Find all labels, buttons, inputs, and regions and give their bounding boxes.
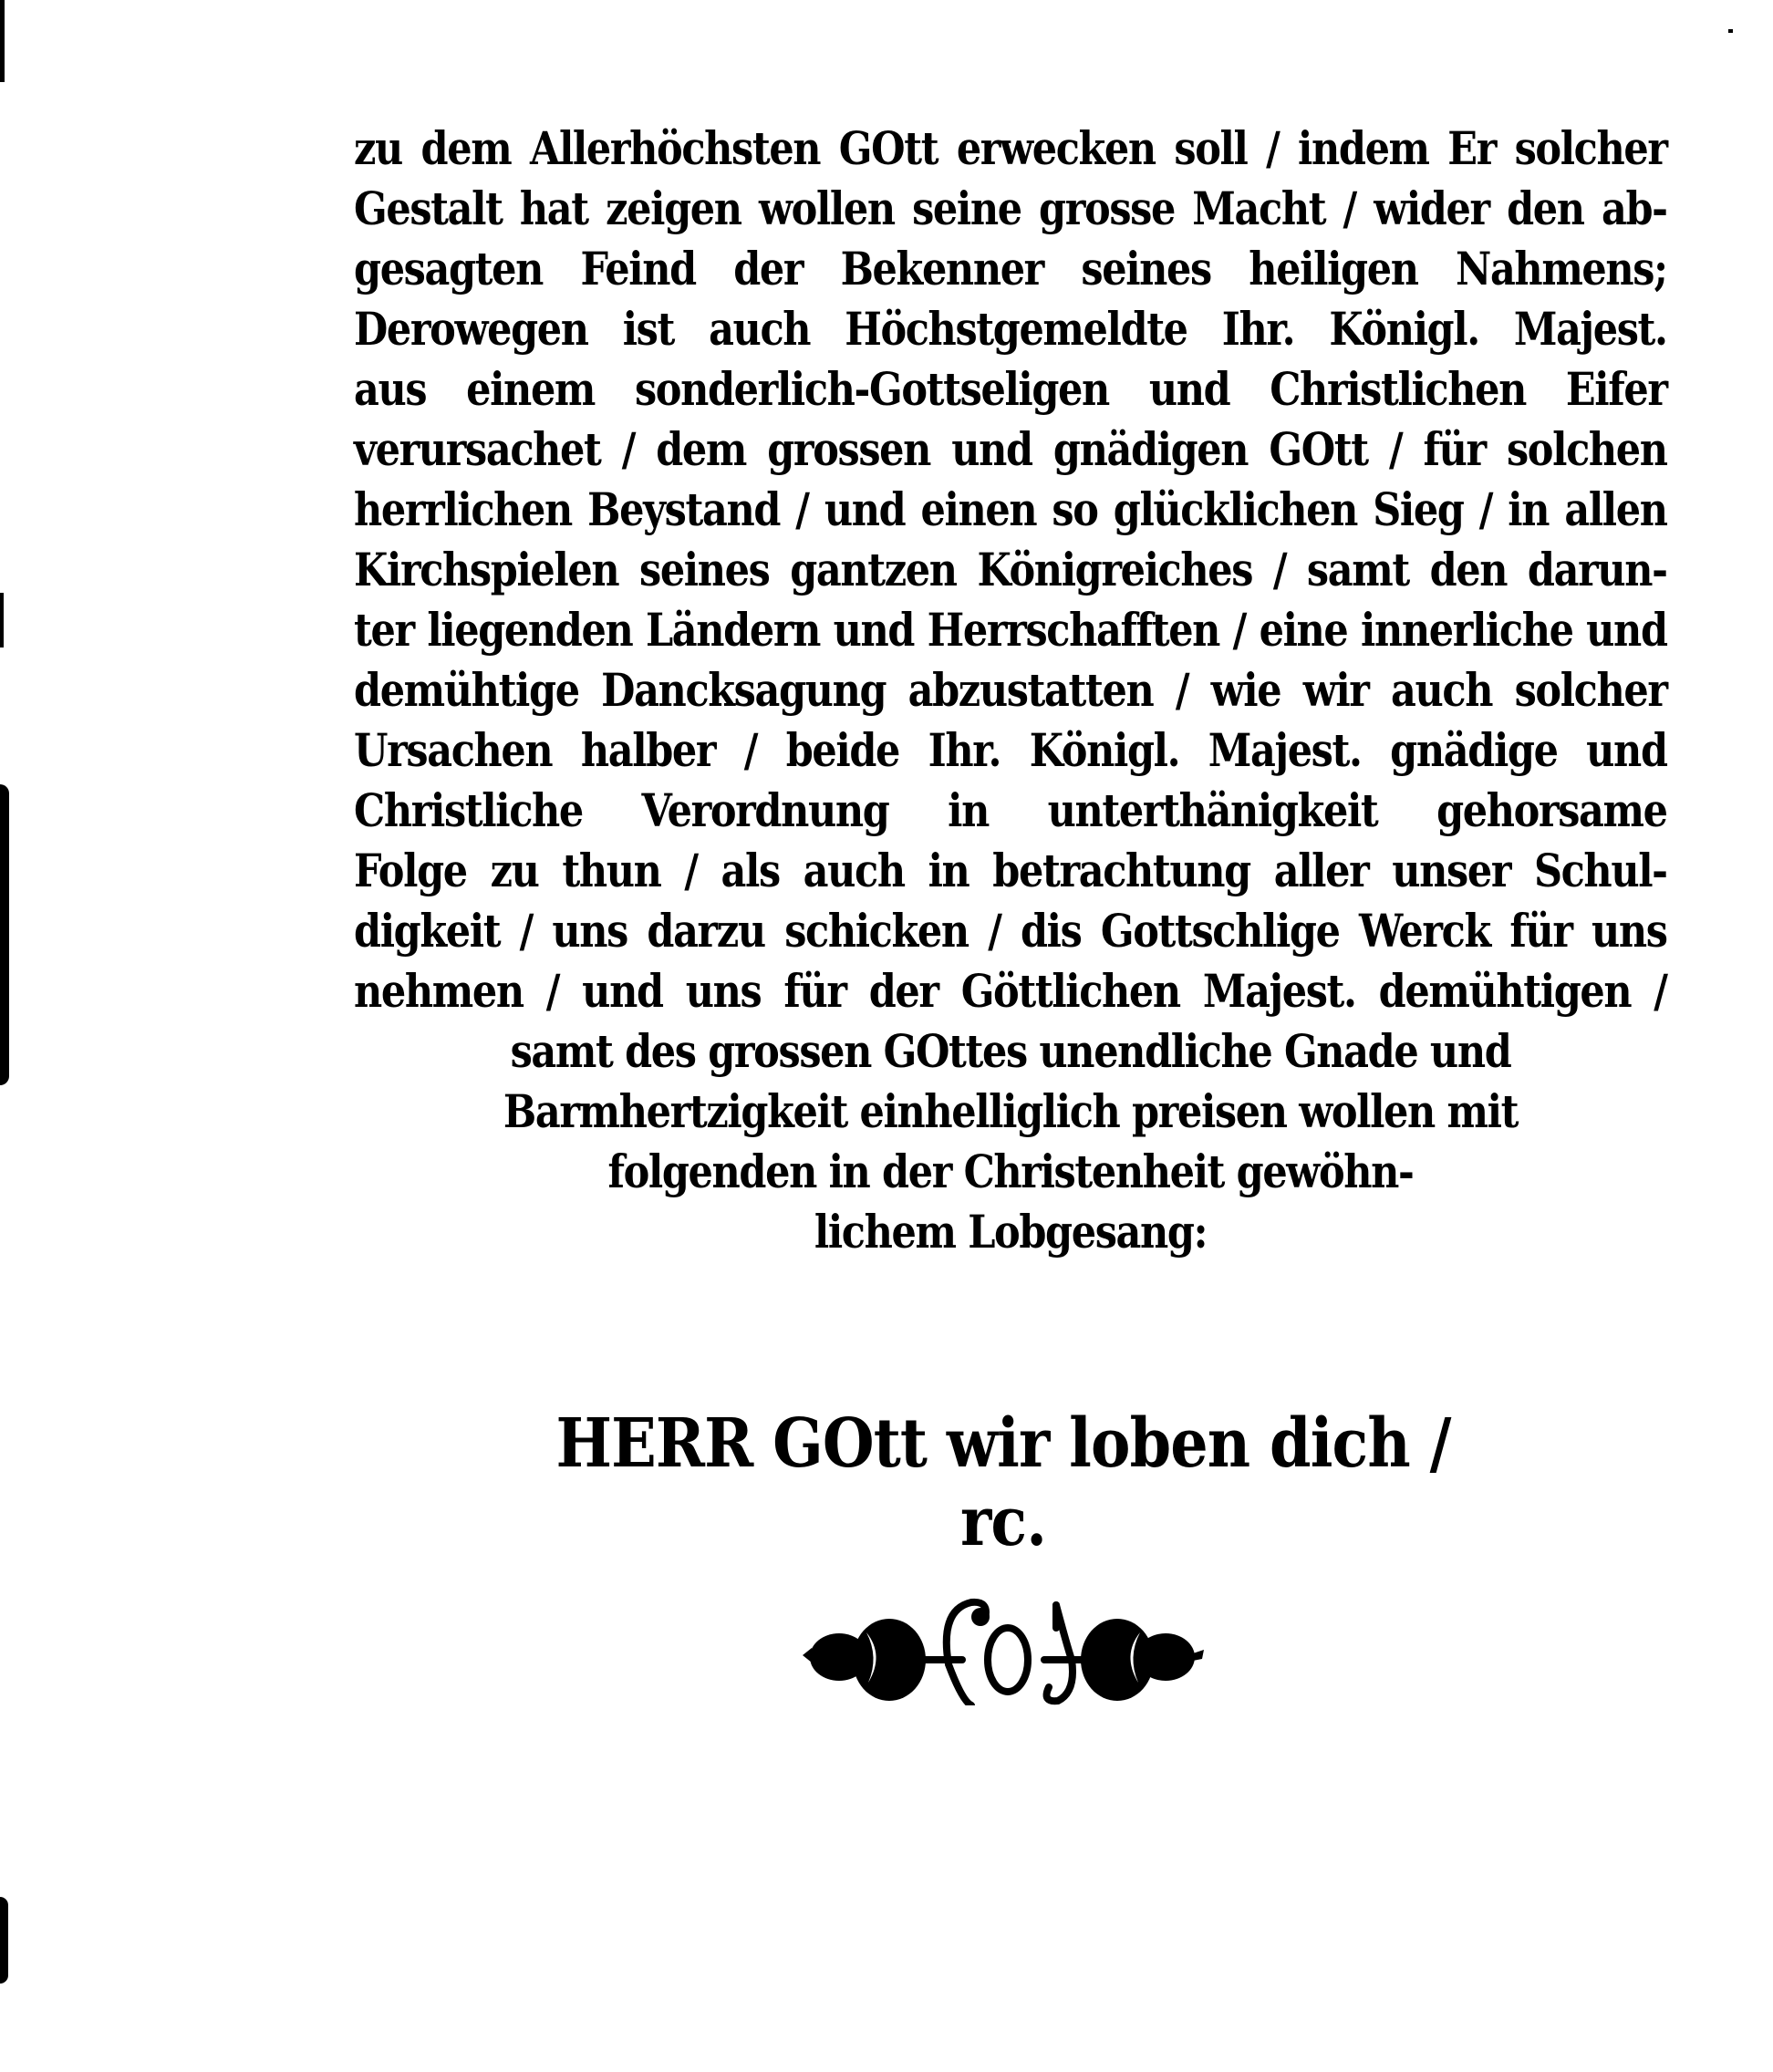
- text-line: gesagten Feind der Bekenner seines heiligen Nahmens;: [354, 242, 1667, 295]
- text-line: Ursachen halber / beide Ihr. Königl. Majest. gnädige und: [354, 723, 1667, 777]
- body-text-block: [354, 119, 1667, 1262]
- text-line-tapered: Barmhertzigkeit einhelliglich preisen wollen mit: [503, 1084, 1519, 1138]
- text-line: Gestalt hat zeigen wollen seine grosse Macht / wider den ab-: [354, 181, 1667, 235]
- text-line: nehmen / und uns für der Göttlichen Majest. demühtigen /: [354, 964, 1667, 1018]
- text-line: Kirchspielen seines gantzen Königreiches / samt den darun-: [354, 543, 1667, 596]
- text-line: ter liegenden Ländern und Herrschafften / eine innerliche und: [354, 603, 1667, 657]
- text-line: Christliche Verordnung in unterthänigkeit gehorsame: [354, 783, 1667, 837]
- text-line: digkeit / uns darzu schicken / dis Gottschlige Werck für uns: [354, 904, 1667, 958]
- text-line: Folge zu thun / als auch in betrachtung aller unser Schul-: [354, 844, 1667, 897]
- text-line-tapered: folgenden in der Christenheit gewöhn-: [607, 1145, 1414, 1198]
- scan-speck: [1728, 29, 1733, 33]
- text-line: herrlichen Beystand / und einen so glücklichen Sieg / in allen: [354, 482, 1667, 536]
- text-line: zu dem Allerhöchsten GOtt erwecken soll / indem Er solcher: [354, 121, 1667, 175]
- text-line: verursachet / dem grossen und gnädigen GOtt / für solchen: [354, 422, 1667, 476]
- left-margin-binding-mark: [0, 784, 9, 1085]
- fleuron-ornament-icon: [803, 1591, 1204, 1705]
- left-margin-binding-mark-top: [0, 0, 5, 82]
- text-line-tapered: lichem Lobgesang:: [814, 1205, 1208, 1259]
- text-line: demühtige Dancksagung abzustatten / wie wir auch solcher: [354, 663, 1667, 717]
- text-line-tapered: samt des grossen GOttes unendliche Gnade und: [510, 1024, 1511, 1078]
- left-margin-binding-mark-small: [0, 593, 4, 648]
- left-margin-binding-mark-bottom: [0, 1897, 8, 1984]
- text-line: aus einem sonderlich-Gottseligen und Christlichen Eifer: [354, 362, 1667, 416]
- hymn-title: HERR GOtt wir loben dich / rc.: [555, 1404, 1451, 1561]
- text-line: Derowegen ist auch Höchstgemeldte Ihr. Königl. Majest.: [354, 302, 1667, 356]
